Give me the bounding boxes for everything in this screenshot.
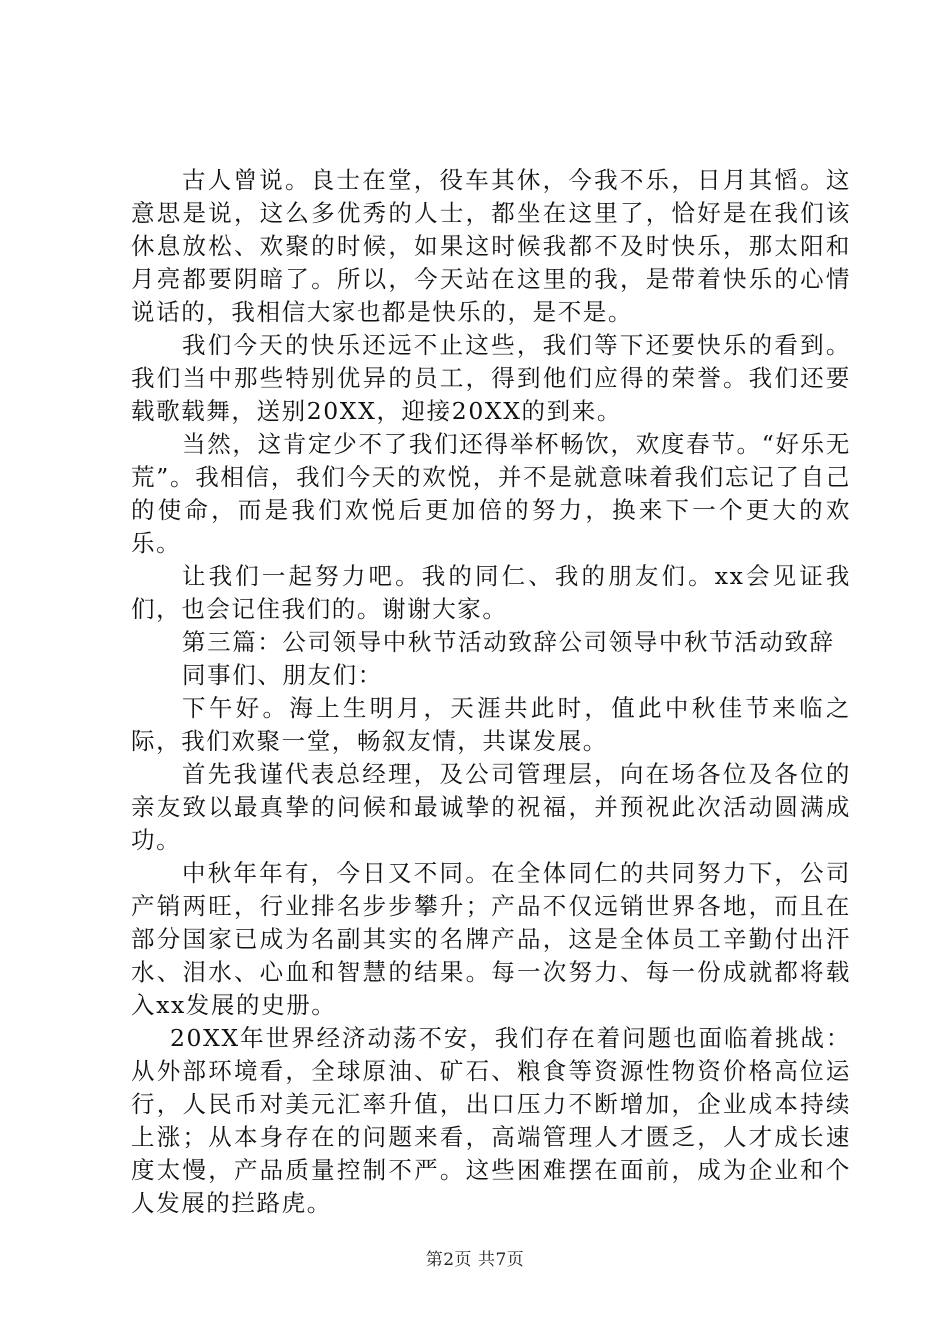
section-heading: 第三篇：公司领导中秋节活动致辞公司领导中秋节活动致辞	[182, 628, 835, 656]
paragraph: 我们今天的快乐还远不止这些，我们等下还要快乐的看到。我们当中那些特别优异的员工，得到他们应得的荣誉。我们还要载歌载舞，送别20XX，迎接20XX的到来。	[131, 331, 851, 425]
paragraph: 下午好。海上生明月，天涯共此时，值此中秋佳节来临之际，我们欢聚一堂，畅叙友情，共谋发展。	[131, 694, 851, 755]
paragraph: 中秋年年有，今日又不同。在全体同仁的共同努力下，公司产销两旺，行业排名步步攀升；产品不仅远销世界各地，而且在部分国家已成为名副其实的名牌产品，这是全体员工辛勤付出汗水、泪水、心血和智慧的结果。每一次努力、每一份成就都将载入xx发展的史册。	[131, 859, 851, 1019]
greeting-line: 同事们、朋友们：	[182, 661, 383, 689]
paragraph: 让我们一起努力吧。我的同仁、我的朋友们。xx会见证我们，也会记住我们的。谢谢大家。	[131, 562, 851, 623]
document-body	[131, 164, 851, 1220]
page-number-footer: 第2页 共7页	[425, 1250, 525, 1270]
paragraph: 当然，这肯定少不了我们还得举杯畅饮，欢度春节。“好乐无荒”。我相信，我们今天的欢悦，并不是就意味着我们忘记了自己的使命，而是我们欢悦后更加倍的努力，换来下一个更大的欢乐。	[131, 430, 851, 557]
paragraph: 首先我谨代表总经理，及公司管理层，向在场各位及各位的亲友致以最真挚的问候和最诚挚的祝福，并预祝此次活动圆满成功。	[131, 760, 851, 854]
paragraph: 20XX年世界经济动荡不安，我们存在着问题也面临着挑战：从外部环境看，全球原油、矿石、粮食等资源性物资价格高位运行，人民币对美元汇率升值，出口压力不断增加，企业成本持续上涨；从本身存在的问题来看，高端管理人才匮乏，人才成长速度太慢，产品质量控制不严。这些困难摆在面前，成为企业和个人发展的拦路虎。	[131, 1024, 851, 1217]
paragraph: 古人曾说。良士在堂，役车其休，今我不乐，日月其慆。这意思是说，这么多优秀的人士，都坐在这里了，恰好是在我们该休息放松、欢聚的时候，如果这时候我都不及时快乐，那太阳和月亮都要阴暗了。所以，今天站在这里的我，是带着快乐的心情说话的，我相信大家也都是快乐的，是不是。	[131, 166, 851, 326]
